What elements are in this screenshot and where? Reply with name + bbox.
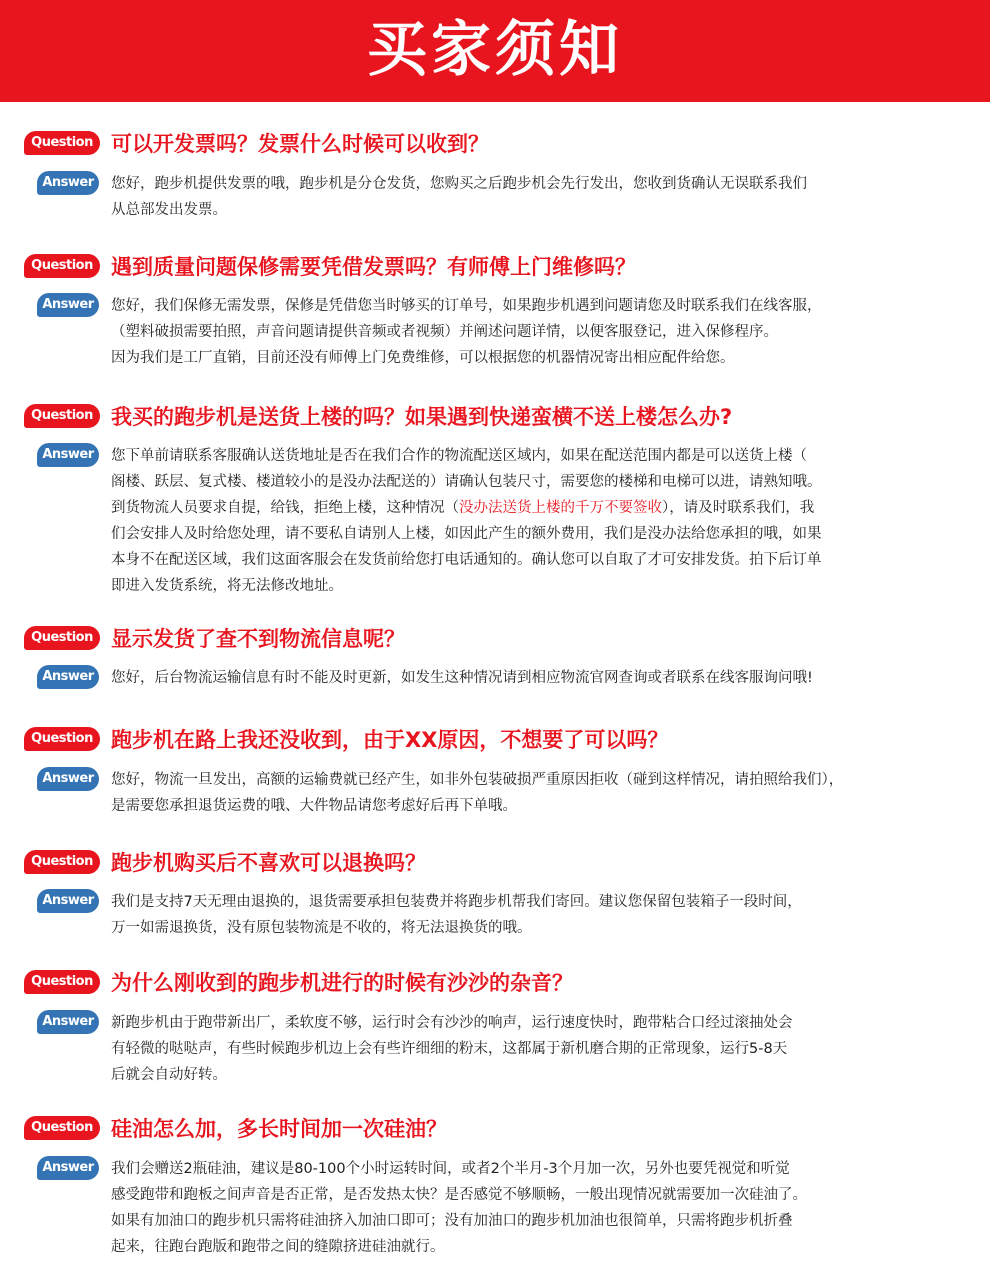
question-badge: Question	[24, 1116, 100, 1140]
question-text: 遇到质量问题保修需要凭借发票吗？有师傅上门维修吗？	[111, 255, 636, 279]
question-badge: Question	[24, 254, 100, 278]
question-badge: Question	[24, 727, 100, 751]
answer-text: 您下单前请联系客服确认送货地址是否在我们合作的物流配送区域内，如果在配送范围内都是可以送货上楼（ 阁楼、跃层、复式楼、楼道较小的是没办法配送的）请确认包装尺寸，需要您的楼梯和电梯可以进，请熟知哦。 到货物流人员要求自提，给钱，拒绝上楼，这种情况（没办法送货上楼的千万不要签收），请及时联系我们，我 们会安排人及时给您处理，请不要私自请别人上楼，如因此产生的额外费用，我们是没办法给您承担的哦，如果 本身不在配送区域，我们这面客服会在发货前给您打电话通知的。确认您可以自取了才可安排发货。拍下后订单 即进入发货系统，将无法修改地址。	[111, 448, 822, 594]
question-text: 为什么刚收到的跑步机进行的时候有沙沙的杂音？	[111, 971, 573, 995]
question-badge: Question	[24, 131, 100, 155]
question-badge: Question	[24, 970, 100, 994]
answer-text: 我们会赠送2瓶硅油，建议是80-100个小时运转时间，或者2个半月-3个月加一次，另外也要凭视觉和听觉 感受跑带和跑板之间声音是否正常，是否发热太快？是否感觉不够顺畅，一般出现情况就需要加一次硅油了。 如果有加油口的跑步机只需将硅油挤入加油口即可；没有加油口的跑步机加油也很简单，只需将跑步机折叠 起来，往跑台跑版和跑带之间的缝隙挤进硅油就行。	[111, 1161, 807, 1255]
warning-highlight: 没办法送货上楼的千万不要签收	[459, 500, 662, 516]
question-text: 跑步机在路上我还没收到，由于XX原因，不想要了可以吗？	[111, 728, 669, 752]
answer-badge: Answer	[37, 293, 99, 317]
question-badge: Question	[24, 850, 100, 874]
answer-badge: Answer	[37, 665, 99, 689]
answer-badge: Answer	[37, 1156, 99, 1180]
question-text: 我买的跑步机是送货上楼的吗？如果遇到快递蛮横不送上楼怎么办?	[111, 405, 733, 429]
question-badge: Question	[24, 404, 100, 428]
answer-badge: Answer	[37, 1010, 99, 1034]
answer-text: 我们是支持7天无理由退换的，退货需要承担包装费并将跑步机帮我们寄回。建议您保留包装箱子一段时间， 万一如需退换货，没有原包装物流是不收的，将无法退换货的哦。	[111, 894, 802, 936]
answer-badge: Answer	[37, 767, 99, 791]
page-title: 买家须知	[367, 15, 623, 85]
answer-text: 您好，跑步机提供发票的哦，跑步机是分仓发货，您购买之后跑步机会先行发出，您收到货确认无误联系我们 从总部发出发票。	[111, 176, 807, 218]
question-text: 硅油怎么加，多长时间加一次硅油？	[111, 1117, 447, 1141]
answer-text: 新跑步机由于跑带新出厂，柔软度不够，运行时会有沙沙的响声，运行速度快时，跑带粘合口经过滚抽处会 有轻微的哒哒声，有些时候跑步机边上会有些许细细的粉末，这都属于新机磨合期的正常现象，运行5-8天 后就会自动好转。	[111, 1015, 793, 1083]
header-banner	[0, 0, 990, 102]
answer-text: 您好，物流一旦发出，高额的运输费就已经产生，如非外包装破损严重原因拒收（碰到这样情况，请拍照给我们）， 是需要您承担退货运费的哦、大件物品请您考虑好后再下单哦。	[111, 772, 844, 814]
question-text: 可以开发票吗？发票什么时候可以收到？	[111, 132, 489, 156]
question-text: 跑步机购买后不喜欢可以退换吗？	[111, 851, 426, 875]
answer-badge: Answer	[37, 889, 99, 913]
answer-text: 您好，后台物流运输信息有时不能及时更新，如发生这种情况请到相应物流官网查询或者联系在线客服询问哦!	[111, 670, 813, 686]
answer-badge: Answer	[37, 171, 99, 195]
question-text: 显示发货了查不到物流信息呢？	[111, 627, 405, 651]
question-badge: Question	[24, 626, 100, 650]
answer-badge: Answer	[37, 443, 99, 467]
answer-text: 您好，我们保修无需发票，保修是凭借您当时够买的订单号，如果跑步机遇到问题请您及时联系我们在线客服， （塑料破损需要拍照，声音问题请提供音频或者视频）并阐述问题详情，以便客服登记，进入保修程序。 因为我们是工厂直销，目前还没有师傅上门免费维修，可以根据您的机器情况寄出相应配件给您。	[111, 298, 822, 366]
